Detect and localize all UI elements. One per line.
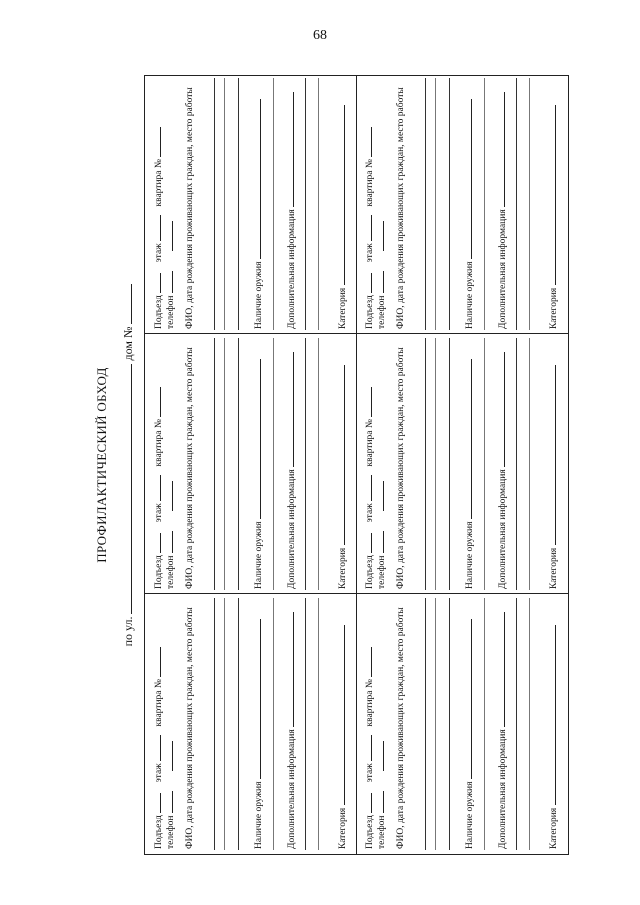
phone-row	[374, 79, 388, 329]
phone-row	[163, 79, 177, 329]
category-row	[546, 339, 560, 589]
additional-row	[284, 79, 298, 329]
residents-line[interactable]	[224, 598, 225, 850]
phone-field-extra[interactable]	[374, 741, 384, 771]
phone-row	[374, 339, 388, 589]
entrance-label: Подъезд	[365, 815, 375, 849]
phone-label: телефон	[377, 815, 387, 849]
residents-line[interactable]	[425, 598, 426, 850]
weapons-label: Наличие оружия	[254, 261, 264, 329]
entrance-label: Подъезд	[154, 295, 164, 329]
apartment-field[interactable]	[362, 127, 372, 157]
additional-line[interactable]	[318, 598, 319, 850]
additional-line[interactable]	[516, 78, 517, 330]
floor-label: этаж	[365, 763, 375, 783]
apartment-field[interactable]	[362, 647, 372, 677]
entrance-label: Подъезд	[365, 555, 375, 589]
residents-label: ФИО, дата рождения проживающих граждан, место работы	[396, 347, 406, 589]
apartment-label: квартира №	[154, 679, 164, 727]
weapons-line[interactable]	[273, 338, 274, 590]
apartment-field[interactable]	[151, 127, 161, 157]
apartment-field[interactable]	[362, 387, 372, 417]
phone-label: телефон	[377, 295, 387, 329]
form-title: ПРОФИЛАКТИЧЕСКИЙ ОБХОД	[94, 367, 109, 563]
category-field[interactable]	[546, 625, 556, 805]
floor-field[interactable]	[151, 475, 161, 501]
additional-label: Дополнительная информация	[498, 729, 508, 849]
phone-field-extra[interactable]	[374, 481, 384, 511]
apartment-card	[356, 334, 568, 594]
phone-label: телефон	[166, 815, 176, 849]
house-blank	[120, 284, 132, 324]
weapons-field[interactable]	[462, 99, 472, 259]
floor-field[interactable]	[362, 215, 372, 241]
address-line	[120, 75, 136, 855]
residents-line[interactable]	[435, 338, 436, 590]
apartment-card	[145, 594, 356, 854]
apartment-label: квартира №	[365, 419, 375, 467]
additional-label: Дополнительная информация	[287, 469, 297, 589]
weapons-label: Наличие оружия	[465, 781, 475, 849]
residents-line[interactable]	[238, 338, 239, 590]
category-row	[335, 599, 349, 849]
residents-label: ФИО, дата рождения проживающих граждан, место работы	[185, 347, 195, 589]
form-header	[90, 75, 148, 855]
phone-field[interactable]	[163, 271, 173, 293]
entrance-field[interactable]	[151, 273, 161, 293]
phone-field[interactable]	[163, 791, 173, 813]
additional-field[interactable]	[284, 352, 294, 467]
floor-label: этаж	[154, 503, 164, 523]
cards-grid	[144, 75, 569, 855]
floor-field[interactable]	[362, 735, 372, 761]
additional-label: Дополнительная информация	[498, 209, 508, 329]
residents-label: ФИО, дата рождения проживающих граждан, место работы	[396, 87, 406, 329]
phone-label: телефон	[166, 295, 176, 329]
street-blank	[120, 364, 132, 614]
weapons-label: Наличие оружия	[254, 781, 264, 849]
phone-field[interactable]	[374, 791, 384, 813]
category-label: Категория	[338, 807, 348, 849]
entrance-field[interactable]	[151, 793, 161, 813]
floor-label: этаж	[365, 243, 375, 263]
category-field[interactable]	[335, 625, 345, 805]
apartment-card	[356, 594, 568, 854]
phone-field-extra[interactable]	[163, 741, 173, 771]
residents-line[interactable]	[449, 598, 450, 850]
category-label: Категория	[549, 547, 559, 589]
residents-label: ФИО, дата рождения проживающих граждан, место работы	[185, 607, 195, 849]
apartment-card	[145, 334, 356, 594]
phone-field-extra[interactable]	[374, 221, 384, 251]
weapons-row	[251, 339, 265, 589]
additional-field[interactable]	[495, 612, 505, 727]
phone-label: телефон	[377, 555, 387, 589]
apartment-label: квартира №	[154, 419, 164, 467]
weapons-line[interactable]	[484, 338, 485, 590]
apartment-field[interactable]	[151, 647, 161, 677]
additional-row	[284, 599, 298, 849]
additional-line[interactable]	[318, 338, 319, 590]
category-label: Категория	[338, 287, 348, 329]
floor-label: этаж	[154, 763, 164, 783]
category-label: Категория	[549, 287, 559, 329]
category-label: Категория	[338, 547, 348, 589]
entrance-field[interactable]	[151, 533, 161, 553]
residents-label: ФИО, дата рождения проживающих граждан, место работы	[185, 87, 195, 329]
apartment-label: квартира №	[365, 159, 375, 207]
additional-line[interactable]	[305, 338, 306, 590]
category-row	[335, 79, 349, 329]
category-row	[546, 599, 560, 849]
residents-line[interactable]	[435, 78, 436, 330]
floor-label: этаж	[365, 503, 375, 523]
category-label: Категория	[549, 807, 559, 849]
apartment-label: квартира №	[154, 159, 164, 207]
additional-field[interactable]	[284, 92, 294, 207]
apartment-card	[356, 74, 568, 334]
phone-label: телефон	[166, 555, 176, 589]
residents-line[interactable]	[224, 338, 225, 590]
entrance-label: Подъезд	[154, 815, 164, 849]
weapons-field[interactable]	[251, 359, 261, 519]
residents-line[interactable]	[214, 78, 215, 330]
category-field[interactable]	[546, 105, 556, 285]
additional-row	[495, 339, 509, 589]
additional-field[interactable]	[284, 612, 294, 727]
residents-line[interactable]	[214, 338, 215, 590]
house-label: дом №	[121, 326, 135, 361]
floor-field[interactable]	[151, 215, 161, 241]
phone-row	[374, 599, 388, 849]
additional-row	[495, 599, 509, 849]
additional-row	[284, 339, 298, 589]
category-row	[335, 339, 349, 589]
weapons-field[interactable]	[462, 619, 472, 779]
apartment-field[interactable]	[151, 387, 161, 417]
residents-line[interactable]	[425, 78, 426, 330]
entrance-field[interactable]	[362, 793, 372, 813]
weapons-field[interactable]	[462, 359, 472, 519]
residents-line[interactable]	[214, 598, 215, 850]
weapons-line[interactable]	[273, 78, 274, 330]
additional-line[interactable]	[305, 78, 306, 330]
apartment-card	[145, 74, 356, 334]
weapons-field[interactable]	[251, 99, 261, 259]
category-field[interactable]	[335, 365, 345, 545]
phone-field[interactable]	[163, 531, 173, 553]
additional-label: Дополнительная информация	[287, 729, 297, 849]
phone-field[interactable]	[374, 531, 384, 553]
additional-label: Дополнительная информация	[498, 469, 508, 589]
residents-line[interactable]	[224, 78, 225, 330]
additional-line[interactable]	[529, 338, 530, 590]
additional-field[interactable]	[495, 352, 505, 467]
residents-line[interactable]	[238, 78, 239, 330]
additional-line[interactable]	[516, 598, 517, 850]
weapons-label: Наличие оружия	[465, 521, 475, 589]
weapons-row	[462, 339, 476, 589]
weapons-line[interactable]	[273, 598, 274, 850]
floor-field[interactable]	[362, 475, 372, 501]
weapons-label: Наличие оружия	[254, 521, 264, 589]
weapons-row	[251, 599, 265, 849]
entrance-label: Подъезд	[154, 555, 164, 589]
additional-label: Дополнительная информация	[287, 209, 297, 329]
entrance-field[interactable]	[362, 273, 372, 293]
street-label: по ул.	[121, 616, 135, 647]
phone-row	[163, 599, 177, 849]
weapons-label: Наличие оружия	[465, 261, 475, 329]
additional-field[interactable]	[495, 92, 505, 207]
phone-field-extra[interactable]	[163, 221, 173, 251]
weapons-field[interactable]	[251, 619, 261, 779]
residents-line[interactable]	[425, 338, 426, 590]
additional-line[interactable]	[516, 338, 517, 590]
phone-field-extra[interactable]	[163, 481, 173, 511]
entrance-label: Подъезд	[365, 295, 375, 329]
additional-line[interactable]	[305, 598, 306, 850]
residents-line[interactable]	[435, 598, 436, 850]
weapons-row	[462, 79, 476, 329]
page-number: 68	[313, 28, 327, 43]
additional-line[interactable]	[318, 78, 319, 330]
additional-line[interactable]	[529, 598, 530, 850]
apartment-label: квартира №	[365, 679, 375, 727]
residents-line[interactable]	[449, 78, 450, 330]
floor-label: этаж	[154, 243, 164, 263]
residents-label: ФИО, дата рождения проживающих граждан, место работы	[396, 607, 406, 849]
weapons-line[interactable]	[484, 78, 485, 330]
weapons-row	[462, 599, 476, 849]
category-row	[546, 79, 560, 329]
additional-row	[495, 79, 509, 329]
weapons-line[interactable]	[484, 598, 485, 850]
category-field[interactable]	[335, 105, 345, 285]
phone-field[interactable]	[374, 271, 384, 293]
residents-line[interactable]	[449, 338, 450, 590]
residents-line[interactable]	[238, 598, 239, 850]
entrance-field[interactable]	[362, 533, 372, 553]
category-field[interactable]	[546, 365, 556, 545]
additional-line[interactable]	[529, 78, 530, 330]
floor-field[interactable]	[151, 735, 161, 761]
weapons-row	[251, 79, 265, 329]
phone-row	[163, 339, 177, 589]
form-sheet	[90, 75, 570, 855]
